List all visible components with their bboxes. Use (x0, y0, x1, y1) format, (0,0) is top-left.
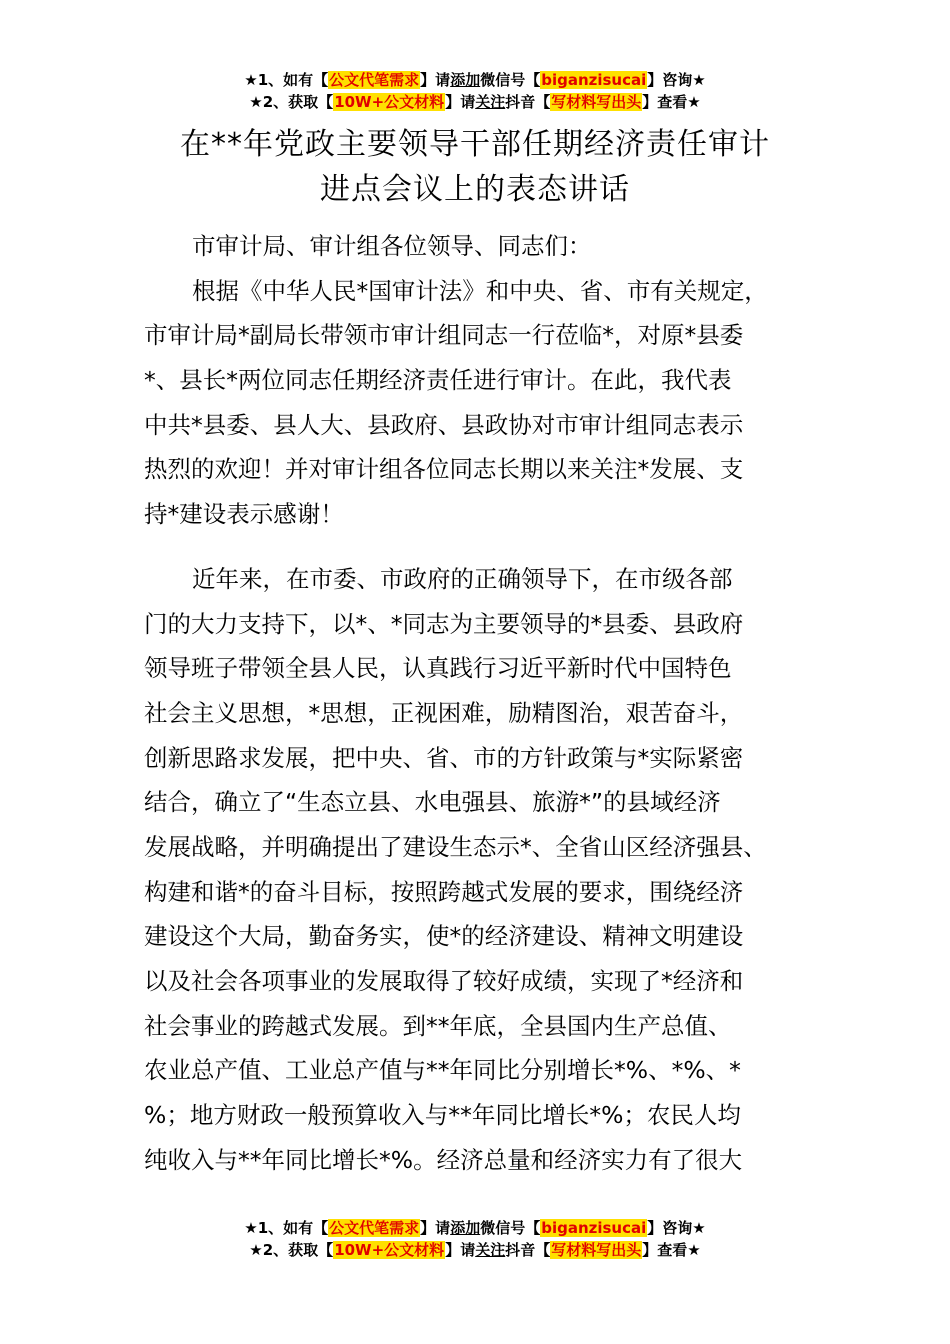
top-banner (0, 69, 950, 113)
banner-text: 】请 (420, 71, 451, 89)
banner-text: 】查看★ (642, 1241, 701, 1259)
underlined-text: 添加 (450, 71, 481, 89)
paragraph-1 (144, 269, 824, 537)
text-line: 中共*县委、县人大、县政府、县政协对市审计组同志表示 (144, 410, 744, 439)
banner-line-1 (0, 69, 950, 91)
bottom-banner (0, 1217, 950, 1261)
text-line: 领导班子带领全县人民，认真践行习近平新时代中国特色 (144, 654, 732, 683)
text-line: 纯收入与**年同比增长*%。经济总量和经济实力有了很大 (144, 1145, 743, 1174)
banner-text: 】请 (445, 93, 476, 111)
text-line: 建设这个大局，勤奋务实，使*的经济建设、精神文明建设 (144, 922, 744, 951)
banner-line-2 (0, 1239, 950, 1261)
banner-text: 】请 (445, 1241, 476, 1259)
text-line: 以及社会各项事业的发展取得了较好成绩，实现了*经济和 (144, 967, 744, 995)
banner-text: 抖音【 (505, 1241, 551, 1259)
paragraph-gap (144, 537, 824, 557)
highlight-materials: 10W+公文材料 (334, 93, 445, 111)
paragraph-2 (144, 557, 824, 1183)
banner-text: ★2、获取【 (249, 93, 334, 111)
text-line: 结合，确立了“生态立县、水电强县、旅游*”的县域经济 (144, 788, 721, 817)
text-line: 热烈的欢迎！并对审计组各位同志长期以来关注*发展、支 (144, 455, 744, 484)
banner-text: ★2、获取【 (249, 1241, 334, 1259)
text-line: 社会事业的跨越式发展。到**年底，全县国内生产总值、 (144, 1011, 732, 1040)
text-line: 社会主义思想，*思想，正视困难，励精图治，艰苦奋斗， (144, 698, 744, 727)
banner-text: ★1、如有【 (244, 1219, 329, 1237)
text-line: 构建和谐*的奋斗目标，按照跨越式发展的要求，围绕经济 (144, 877, 744, 906)
banner-text: 抖音【 (505, 93, 551, 111)
text-line: *、县长*两位同志任期经济责任进行审计。在此，我代表 (144, 366, 732, 395)
text-line: 根据《中华人民*国审计法》和中央、省、市有关规定， (192, 276, 768, 305)
highlight-douyin-account: 写材料写出头 (551, 93, 642, 111)
banner-text: ★1、如有【 (244, 71, 329, 89)
text-line: 市审计局*副局长带领市审计组同志一行莅临*，对原*县委 (144, 321, 744, 350)
banner-text: 】咨询★ (647, 71, 706, 89)
banner-text: 】咨询★ (647, 1219, 706, 1237)
highlight-wechat-id: biganzisucai (541, 71, 647, 89)
banner-text: 微信号【 (480, 71, 541, 89)
underlined-text: 添加 (450, 1219, 481, 1237)
banner-text: 微信号【 (480, 1219, 541, 1237)
highlight-materials: 10W+公文材料 (334, 1241, 445, 1259)
highlight-douyin-account: 写材料写出头 (551, 1241, 642, 1259)
text-line: %；地方财政一般预算收入与**年同比增长*%；农民人均 (144, 1101, 741, 1130)
text-line: 门的大力支持下，以*、*同志为主要领导的*县委、县政府 (144, 609, 744, 638)
banner-line-1 (0, 1217, 950, 1239)
document-title (0, 122, 950, 212)
highlight-wechat-id: biganzisucai (541, 1219, 647, 1237)
title-line-1: 在**年党政主要领导干部任期经济责任审计 (180, 127, 770, 162)
underlined-text: 关注 (475, 1241, 506, 1259)
highlight-service: 公文代笔需求 (329, 1219, 420, 1237)
underlined-text: 关注 (475, 93, 506, 111)
text-line: 发展战略，并明确提出了建设生态示*、全省山区经济强县、 (144, 832, 767, 861)
text-line: 持*建设表示感谢！ (144, 500, 344, 529)
banner-text: 】请 (420, 1219, 451, 1237)
banner-line-2 (0, 91, 950, 113)
text-line: 农业总产值、工业总产值与**年同比分别增长*%、*%、* (144, 1056, 741, 1085)
title-line-2: 进点会议上的表态讲话 (320, 172, 630, 207)
banner-text: 】查看★ (642, 93, 701, 111)
text-line: 创新思路求发展，把中央、省、市的方针政策与*实际紧密 (144, 743, 744, 772)
highlight-service: 公文代笔需求 (329, 71, 420, 89)
salutation: 市审计局、审计组各位领导、同志们： (192, 232, 592, 260)
text-line: 近年来，在市委、市政府的正确领导下，在市级各部 (192, 564, 733, 593)
document-body (144, 224, 824, 1182)
